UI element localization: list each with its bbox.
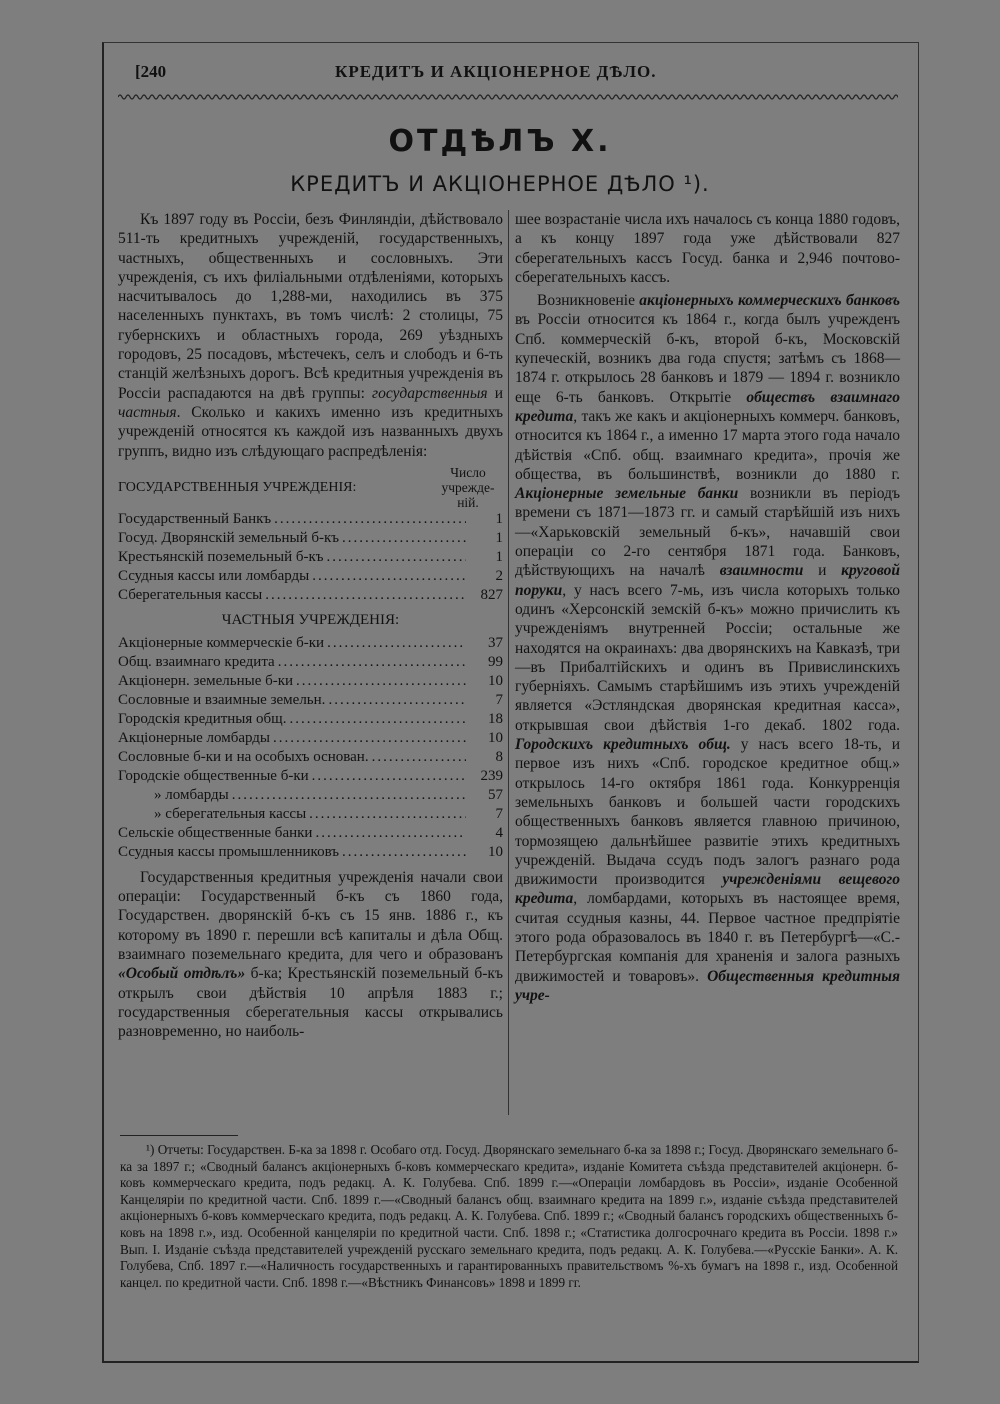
table-row — [118, 510, 503, 529]
table-row — [118, 634, 503, 653]
table-row-value: 57 — [488, 786, 503, 803]
table-row — [118, 824, 503, 843]
table-row-name: Ссудныя кассы промышленниковъ — [118, 843, 340, 860]
table-row-name: Госуд. Дворянскій земельный б-къ — [118, 529, 340, 546]
table-row — [118, 672, 503, 691]
dot-leader — [327, 548, 466, 567]
institutions-table — [118, 465, 503, 862]
table-row-value: 10 — [488, 843, 503, 860]
paragraph-private-institutions: Возникновеніе акціонерныхъ коммерческихъ банковъ въ Россіи относится къ 1864 г., когда былъ учрежденъ Спб. коммерческій б-къ, второй б-къ, Московскій купеческій, возникъ два года спустя; затѣмъ съ 1868—1874 г. открылось 28 банковъ и 1879 — 1894 г. возникло еще 6-ть банковъ. Открытіе обществъ взаимнаго кредита, такъ же какъ и акціонерныхъ коммерч. банковъ, относится къ 1864 г., а именно 17 марта этого года начало дѣйствія «Спб. общ. взаимнаго кредита», прочія же общества, въ большинствѣ, возникли до 1880 г. Акціонерные земельные банки возникли въ періодъ времени съ 1871—1873 гг. и самый старѣйшій изъ нихъ—«Харьковскій земельный б-къ», начавшій свои операціи со 2-го сентября 1871 года. Банковъ, дѣйствующихъ на началѣ взаимности и круговой поруки, у насъ всего 7-мь, изъ числа которыхъ только одинъ «Херсонскій земскій б-къ» можно причислить къ учрежденіямъ внутренней Россіи; остальные же находятся на окраинахъ: два дворянскихъ на Кавказѣ, три—въ Прибалтійскихъ и одинъ въ Привислинскихъ губерніяхъ. Самымъ старѣйшимъ изъ этихъ учрежденій является «Эстляндская дворянская кредитная касса», открывшая свои дѣйствія 1-го декаб. 1802 года. Городскихъ кредитныхъ общ. у насъ всего 18-ть, и первое изъ нихъ «Спб. городское кредитное общ.» открылось 14-го октября 1861 года. Конкурренція земельныхъ банковъ и большей части городскихъ общественныхъ банковъ является главною причиною, тормозящею дальнѣйшее развитіе этихъ кредитныхъ учрежденій. Выдача ссудъ подъ залогъ разнаго рода движимости производится учрежденіями вещевого кредита, ломбардами, которыхъ въ настоящее время, считая ссудныя казны, 44. Первое частное предпріятіе этого рода образовалось въ 1840 г. въ Петербургѣ—«С.-Петербургская компанія для храненія и залога разныхъ движимостей и товаровъ». Общественныя кредитныя учре- — [515, 292, 901, 1004]
table-row-value: 18 — [488, 710, 503, 727]
dot-leader — [296, 672, 466, 691]
dot-leader — [328, 691, 466, 710]
dot-leader — [265, 586, 466, 605]
table-row-value: 2 — [495, 567, 503, 584]
left-column — [118, 210, 503, 1046]
table-row — [118, 586, 503, 605]
table-group-private: ЧАСТНЫЯ УЧРЕЖДЕНІЯ: — [221, 611, 400, 628]
dot-leader — [312, 567, 466, 586]
dot-leader — [278, 653, 466, 672]
table-row-name: Акціонерные коммерческіе б-ки — [118, 634, 325, 651]
table-row-name: » сберегательныя кассы — [154, 805, 307, 822]
running-title: КРЕДИТЪ И АКЦІОНЕРНОЕ ДѢЛО. — [335, 62, 657, 81]
table-row-value: 7 — [495, 805, 503, 822]
table-row — [118, 748, 503, 767]
wavy-rule — [118, 92, 898, 102]
table-row-value: 7 — [495, 691, 503, 708]
table-row-name: Ссудныя кассы или ломбарды — [118, 567, 310, 584]
table-row — [118, 567, 503, 586]
dot-leader — [312, 767, 466, 786]
table-row — [118, 786, 503, 805]
paragraph-intro: Къ 1897 году въ Россіи, безъ Финляндіи, дѣйствовало 511-ть кредитныхъ учрежденій, государственныхъ, частныхъ, общественныхъ и сословныхъ. Эти учрежденія, съ ихъ филіальными отдѣленіями, которыхъ насчитывалось до 1,288-ми, находились въ 375 населенныхъ пунктахъ, въ томъ числѣ: 2 столицы, 75 губернскихъ и областныхъ города, 269 уѣздныхъ городовъ, 25 посадовъ, мѣстечекъ, селъ и слободъ и 6-ть станцій желѣзныхъ дорогъ. Всѣ кредитныя учрежденія въ Россіи распадаются на двѣ группы: государственныя и частныя. Сколько и какихъ именно изъ кредитныхъ учрежденій относятся къ каждой изъ названныхъ двухъ группъ, видно изъ слѣдующаго распредѣленія: — [118, 211, 503, 460]
dot-leader — [315, 824, 466, 843]
table-row-value: 10 — [488, 729, 503, 746]
table-row-name: Общ. взаимнаго кредита — [118, 653, 275, 670]
table-row-name: Государственный Банкъ — [118, 510, 272, 527]
table-row-name: Крестьянскій поземельный б-къ — [118, 548, 324, 565]
table-row-value: 1 — [495, 548, 503, 565]
table-row — [118, 653, 503, 672]
table-row-value: 37 — [488, 634, 503, 651]
table-row-value: 827 — [480, 586, 503, 603]
running-head — [135, 62, 895, 86]
table-row-value: 4 — [495, 824, 503, 841]
footnote-rule — [120, 1135, 238, 1136]
dot-leader — [342, 529, 466, 548]
table-row — [118, 729, 503, 748]
table-row-name: Сословные б-ки и на особыхъ основан. — [118, 748, 369, 765]
table-row-value: 239 — [480, 767, 503, 784]
dot-leader — [342, 843, 466, 862]
dot-leader — [232, 786, 466, 805]
table-row — [118, 529, 503, 548]
dot-leader — [372, 748, 466, 767]
dot-leader — [289, 710, 466, 729]
chapter-title: КРЕДИТЪ И АКЦІОНЕРНОЕ ДѢЛО ¹). — [290, 172, 710, 196]
table-row-name: Сберегательныя кассы — [118, 586, 263, 603]
paragraph-state-institutions: Государственныя кредитныя учрежденія начали свои операціи: Государственный б-къ съ 1860 года, Государствен. дворянскій б-къ съ 15 янв. 1886 г., къ которому въ 1890 г. перешли всѣ капиталы и дѣла Общ. взаимнаго поземельнаго кредита, для чего и образованъ «Особый отдѣлъ» б-ка; Крестьянскій поземельный б-къ открылъ свои дѣйствія 10 апрѣля 1883 г.; государственныя сберегательныя кассы открывались разновременно, но наиболь- — [118, 868, 503, 1041]
table-row-name: » ломбарды — [154, 786, 229, 803]
table-row-name: Акціонерные ломбарды — [118, 729, 271, 746]
column-divider — [508, 210, 509, 1115]
table-row — [118, 843, 503, 862]
table-row — [118, 767, 503, 786]
table-row — [118, 805, 503, 824]
table-group-state: ГОСУДАРСТВЕННЫЯ УЧРЕЖДЕНІЯ: — [118, 479, 357, 495]
dot-leader — [309, 805, 466, 824]
table-row-name: Городскіе общественные б-ки — [118, 767, 309, 784]
table-row-value: 10 — [488, 672, 503, 689]
section-heading: ОТДѢЛЪ X. — [388, 124, 612, 159]
right-column — [515, 210, 900, 1009]
dot-leader — [274, 510, 466, 529]
table-row-value: 99 — [488, 653, 503, 670]
table-row-value: 1 — [495, 510, 503, 527]
table-column-header: Число учрежде-ній. — [441, 464, 495, 510]
table-row — [118, 548, 503, 567]
table-row-name: Сельскіе общественные банки — [118, 824, 313, 841]
footnote — [120, 1142, 898, 1291]
table-row-value: 1 — [495, 529, 503, 546]
table-row-value: 8 — [495, 748, 503, 765]
dot-leader — [327, 634, 466, 653]
table-row-name: Сословные и взаимные земельн. — [118, 691, 326, 708]
paragraph-continuation: шее возрастаніе числа ихъ началось съ конца 1880 годовъ, а къ концу 1897 года уже дѣйствовали 827 сберегательныхъ кассъ Госуд. банка и 2,946 почтово-сберегательныхъ кассъ. — [515, 211, 900, 286]
footnote-text: ¹) Отчеты: Государствен. Б-ка за 1898 г. Особаго отд. Госуд. Дворянскаго земельнаго б-ка за 1898 г.; Госуд. Дворянскаго земельнаго б-ка за 1897 г.; «Сводный балансъ акціонерныхъ б-ковъ коммерческаго кредита», изданіе Комитета съѣзда представителей акціонерн. б-ковъ коммерческаго кредита, подъ редакц. А. К. Голубева. Спб. 1899 г.—«Операціи ломбардовъ въ Россіи», изданіе Особенной Канцеляріи по кредитной части. Спб. 1899 г.—«Сводный балансъ общ. взаимнаго кредита на 1899 г.», изданіе съѣзда представителей акціонерныхъ б-ковъ коммерческаго кредита, подъ редакц. А. К. Голубева. Спб. 1899 г.; «Сводный балансъ городскихъ общественныхъ б-ковъ на 1898 г.», изд. Особенной канцеляріи по кредитной части. Спб. 1898 г.; «Статистика долгосрочнаго кредита въ Россіи. 1898 г.» Вып. I. Изданіе съѣзда представителей учрежденій русскаго земельнаго кредита, подъ редакц. А. К. Голубева.—«Русскіе Банки». А. К. Голубева, Спб. 1897 г.—«Наличность государственныхъ и гарантированныхъ правительствомъ %-хъ бумагъ на 1898 г., изд. Особенной канцел. по кредитной части. Спб. 1898 г.—«Вѣстникъ Финансовъ» 1898 и 1899 гг. — [120, 1142, 898, 1290]
page-number: [240 — [135, 62, 167, 81]
table-row — [118, 710, 503, 729]
table-row — [118, 691, 503, 710]
table-row-name: Городскія кредитныя общ. — [118, 710, 287, 727]
table-row-name: Акціонерн. земельные б-ки — [118, 672, 294, 689]
dot-leader — [273, 729, 466, 748]
